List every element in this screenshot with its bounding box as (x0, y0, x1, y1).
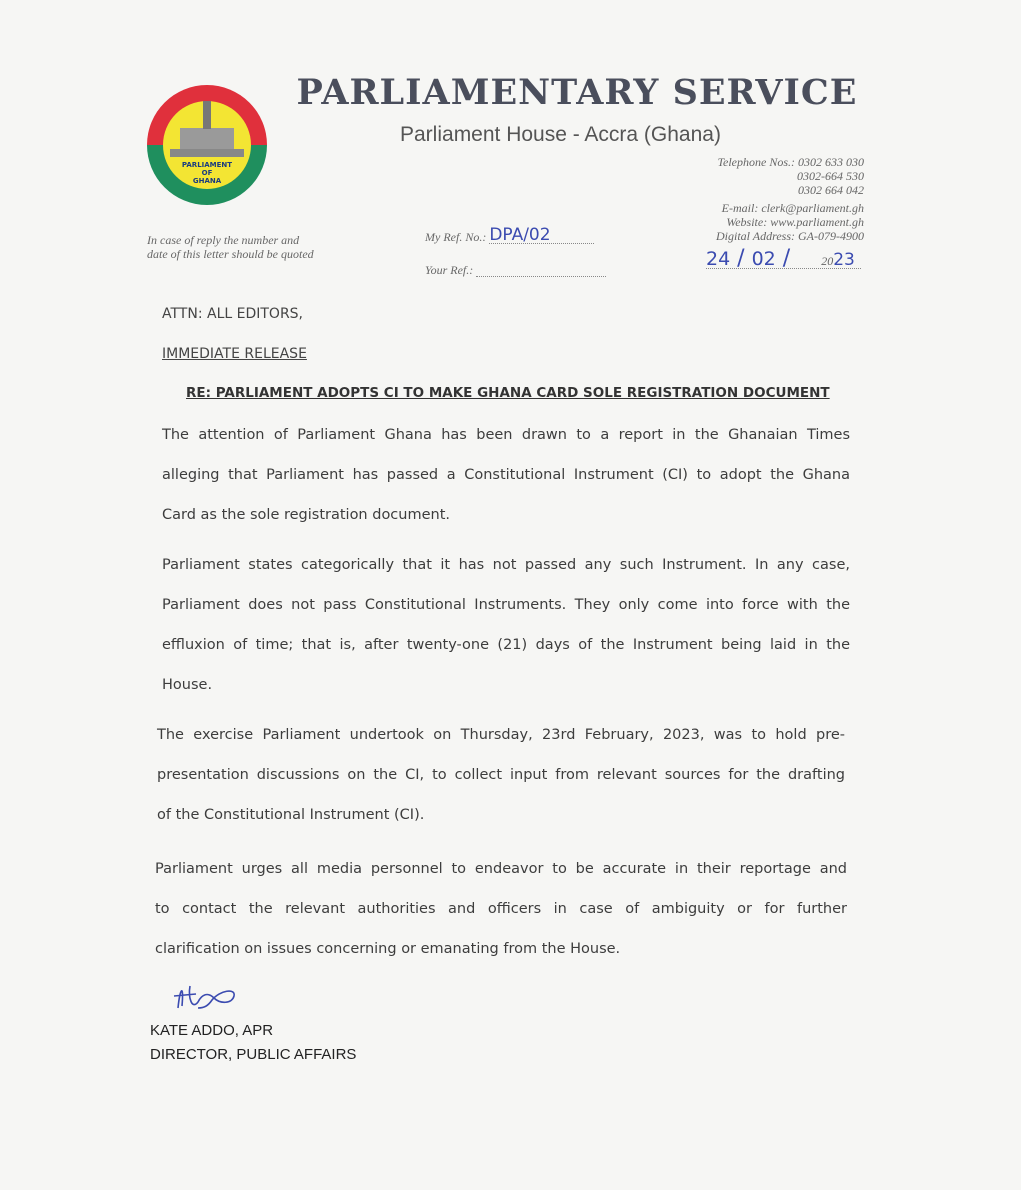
telephone-line: 0302-664 530 (797, 169, 864, 183)
paragraph-line: presentation discussions on the CI, to collect input from relevant sources for the drafting (157, 767, 845, 783)
signatory-name: KATE ADDO, APR (150, 1022, 274, 1039)
your-ref-label: Your Ref.: (425, 263, 474, 277)
my-ref-value: DPA/02 (489, 225, 551, 245)
your-ref (425, 262, 606, 277)
date-year-suffix: 23 (833, 250, 855, 270)
press-release-heading: RE: PARLIAMENT ADOPTS CI TO MAKE GHANA CARD SOLE REGISTRATION DOCUMENT (186, 385, 830, 401)
parliament-logo (145, 83, 269, 207)
letterhead-subtitle: Parliament House - Accra (Ghana) (400, 123, 721, 146)
paragraph-line: The exercise Parliament undertook on Thursday, 23rd February, 2023, was to hold pre- (157, 727, 845, 743)
reply-note: In case of reply the number and date of this letter should be quoted (147, 233, 314, 261)
website-line: Website: www.parliament.gh (726, 215, 864, 229)
logo-text: GHANA (192, 177, 222, 185)
paragraph-line: effluxion of time; that is, after twenty-one (21) days of the Instrument being laid in the (162, 637, 850, 653)
my-ref (425, 225, 594, 245)
telephone-line: 0302 664 042 (798, 183, 864, 197)
paragraph-line: Parliament does not pass Constitutional Instruments. They only come into force with the (162, 597, 850, 613)
paragraph-line: Parliament states categorically that it has not passed any such Instrument. In any case, (162, 557, 850, 573)
paragraph-line: clarification on issues concerning or emanating from the House. (155, 941, 621, 957)
date-day: 24 (706, 248, 731, 270)
paragraph-line: of the Constitutional Instrument (CI). (157, 807, 425, 823)
email-line: E-mail: clerk@parliament.gh (721, 201, 864, 215)
attn-line: ATTN: ALL EDITORS, (162, 306, 304, 322)
paragraph-line: Card as the sole registration document. (162, 507, 451, 523)
letter-date: 24 / 02 / 2023 (706, 252, 861, 269)
telephone-line: Telephone Nos.: 0302 633 030 (717, 155, 864, 169)
paragraph-line: House. (162, 677, 213, 693)
date-year-prefix: 20 (821, 254, 834, 268)
logo-text: OF (201, 169, 213, 177)
paragraph-line: to contact the relevant authorities and officers in case of ambiguity or for further (155, 901, 847, 917)
letterhead-title: PARLIAMENTARY SERVICE (296, 72, 858, 113)
paragraph-line: The attention of Parliament Ghana has been drawn to a report in the Ghanaian Times (162, 427, 850, 443)
date-month: 02 (751, 248, 776, 270)
digital-address-line: Digital Address: GA-079-4900 (716, 229, 864, 243)
handwritten-signature (168, 978, 243, 1022)
signatory-title: DIRECTOR, PUBLIC AFFAIRS (150, 1046, 357, 1063)
contact-details (716, 155, 864, 243)
my-ref-label: My Ref. No.: (425, 230, 487, 244)
immediate-release: IMMEDIATE RELEASE (162, 346, 307, 362)
logo-text: PARLIAMENT (181, 161, 233, 169)
paragraph-line: Parliament urges all media personnel to endeavor to be accurate in their reportage and (155, 861, 847, 877)
paragraph-line: alleging that Parliament has passed a Constitutional Instrument (CI) to adopt the Ghana (162, 467, 850, 483)
